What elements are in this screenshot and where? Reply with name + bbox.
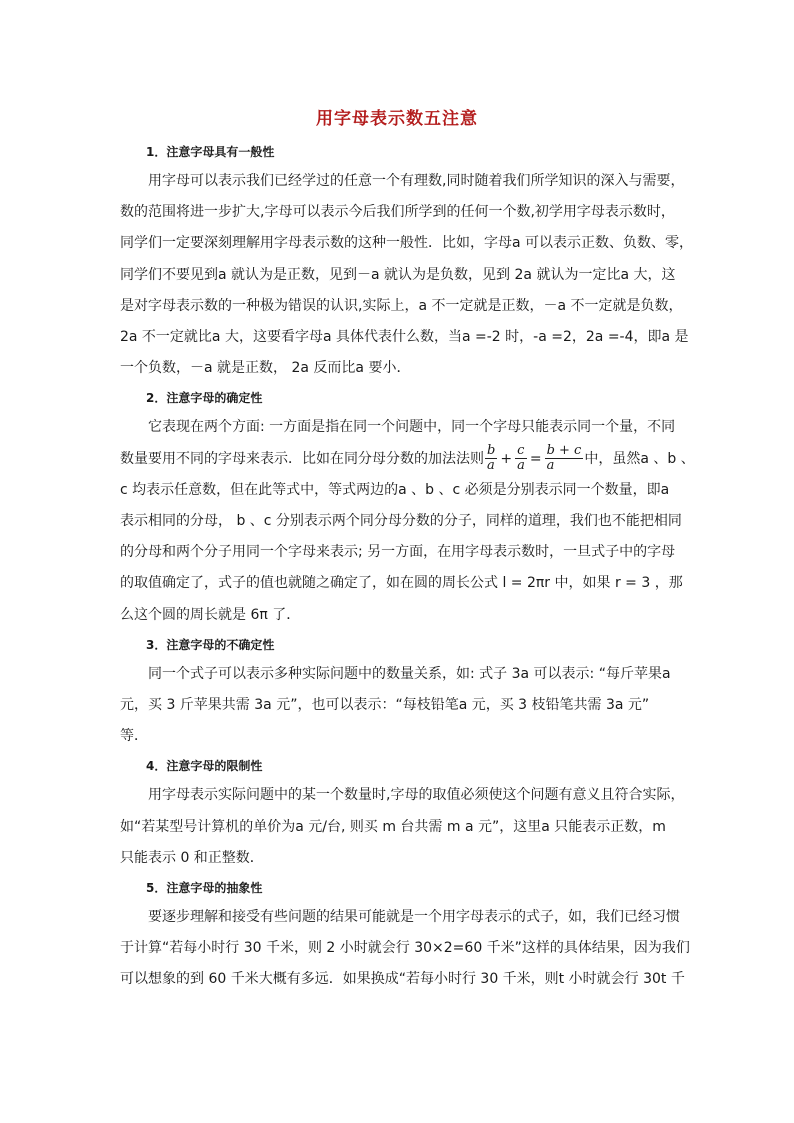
denominator: a: [487, 458, 495, 474]
text-fragment: 中，虽然a 、b 、: [584, 450, 695, 467]
fraction-b-plus-c-over-a: [545, 444, 584, 473]
text-line: 元，买 3 斤苹果共需 3a 元”，也可以表示：“每枝铅笔a 元，买 3 枝铅笔共需 3a 元”: [120, 697, 650, 714]
text-line: 同学们不要见到a 就认为是正数，见到－a 就认为是负数，见到 2a 就认为一定比a 大，这: [120, 266, 676, 283]
numerator: b: [487, 443, 496, 459]
text-line: 同一个式子可以表示多种实际问题中的数量关系，如: 式子 3a 可以表示: “每斤苹果a: [148, 665, 671, 682]
text-line: 要逐步理解和接受有些问题的结果可能就是一个用字母表示的式子，如，我们已经习惯: [148, 909, 680, 926]
section-heading-1: 1．注意字母具有一般性: [146, 145, 275, 159]
text-line: 数的范围将进一步扩大,字母可以表示今后我们所学到的任何一个数,初学用字母表示数时，: [120, 204, 675, 221]
section-paragraph-4: [120, 780, 685, 874]
section-paragraph-1: [120, 166, 694, 384]
section-heading-4: 4．注意字母的限制性: [146, 759, 263, 774]
text-line: 表示相同的分母， b 、c 分别表示两个同分母分数的分子，同样的道理，我们也不能把相同: [120, 513, 682, 530]
section-heading-5: 5．注意字母的抽象性: [146, 881, 263, 896]
text-line: 是对字母表示数的一种极为错误的认识,实际上，a 不一定就是正数，－a 不一定就是负数，: [120, 297, 683, 314]
section-heading-2: 2．注意字母的确定性: [146, 391, 263, 406]
section-paragraph-3: [120, 659, 680, 753]
text-line: 用字母可以表示我们已经学过的任意一个有理数,同时随着我们所学知识的深入与需要，: [148, 173, 685, 189]
section-heading-3: 3．注意字母的不确定性: [146, 637, 275, 652]
fraction-b-over-a: [485, 444, 497, 473]
text-line: 2a 不一定就比a 大，这要看字母a 具体代表什么数，当a =-2 时，-a =2，2a =-4，即a 是: [120, 329, 689, 346]
text-line: 等．: [120, 728, 148, 745]
text-line: 可以想象的到 60 千米大概有多远．如果换成“若每小时行 30 千米，则t 小时就会行 30t 千: [120, 971, 685, 988]
text-line: 的分母和两个分子用同一个字母来表示; 另一方面，在用字母表示数时，一旦式子中的字母: [120, 544, 676, 561]
equals-sign: =: [529, 450, 542, 467]
section-paragraph-5: [120, 902, 690, 996]
section-paragraph-2: [120, 412, 695, 630]
numerator: c: [515, 444, 527, 459]
text-line: 用字母表示实际问题中的某一个数量时,字母的取值必须使这个问题有意义且符合实际，: [148, 787, 685, 804]
fraction-c-over-a: [515, 444, 527, 473]
document-body: [120, 138, 695, 996]
text-line: 于计算“若每小时行 30 千米，则 2 小时就会行 30×2=60 千米”这样的具体结果，因为我们: [120, 940, 690, 957]
denominator: a: [546, 458, 555, 474]
text-line: 同学们一定要深刻理解用字母表示数的这种一般性．比如，字母a 可以表示正数、负数、零，: [120, 235, 694, 252]
plus-sign: +: [500, 450, 513, 467]
text-line: 的取值确定了，式子的值也就随之确定了，如在圆的周长公式 l = 2πr 中，如果 r = 3 ，那: [120, 575, 683, 592]
text-line: 一个负数，－a 就是正数， 2a 反而比a 要小．: [120, 360, 411, 377]
numerator: b + c: [546, 443, 582, 459]
text-line-with-formula: [120, 443, 695, 475]
text-fragment: 数量要用不同的字母来表示．比如在同分母分数的加法法则: [120, 450, 484, 467]
text-line: 只能表示 0 和正整数．: [120, 849, 264, 866]
denominator: a: [517, 458, 525, 474]
text-line: 如“若某型号计算机的单价为a 元/台, 则买 m 台共需 m a 元”，这里a 只能表示正数，m: [120, 818, 666, 835]
text-line: c 均表示任意数，但在此等式中，等式两边的a 、b 、c 必须是分别表示同一个数量，即a: [120, 481, 670, 498]
text-line: 它表现在两个方面: 一方面是指在同一个问题中，同一个字母只能表示同一个量，不同: [148, 419, 676, 436]
page-title: 用字母表示数五注意: [316, 109, 478, 129]
text-line: 么这个圆的周长就是 6π 了．: [120, 606, 301, 623]
